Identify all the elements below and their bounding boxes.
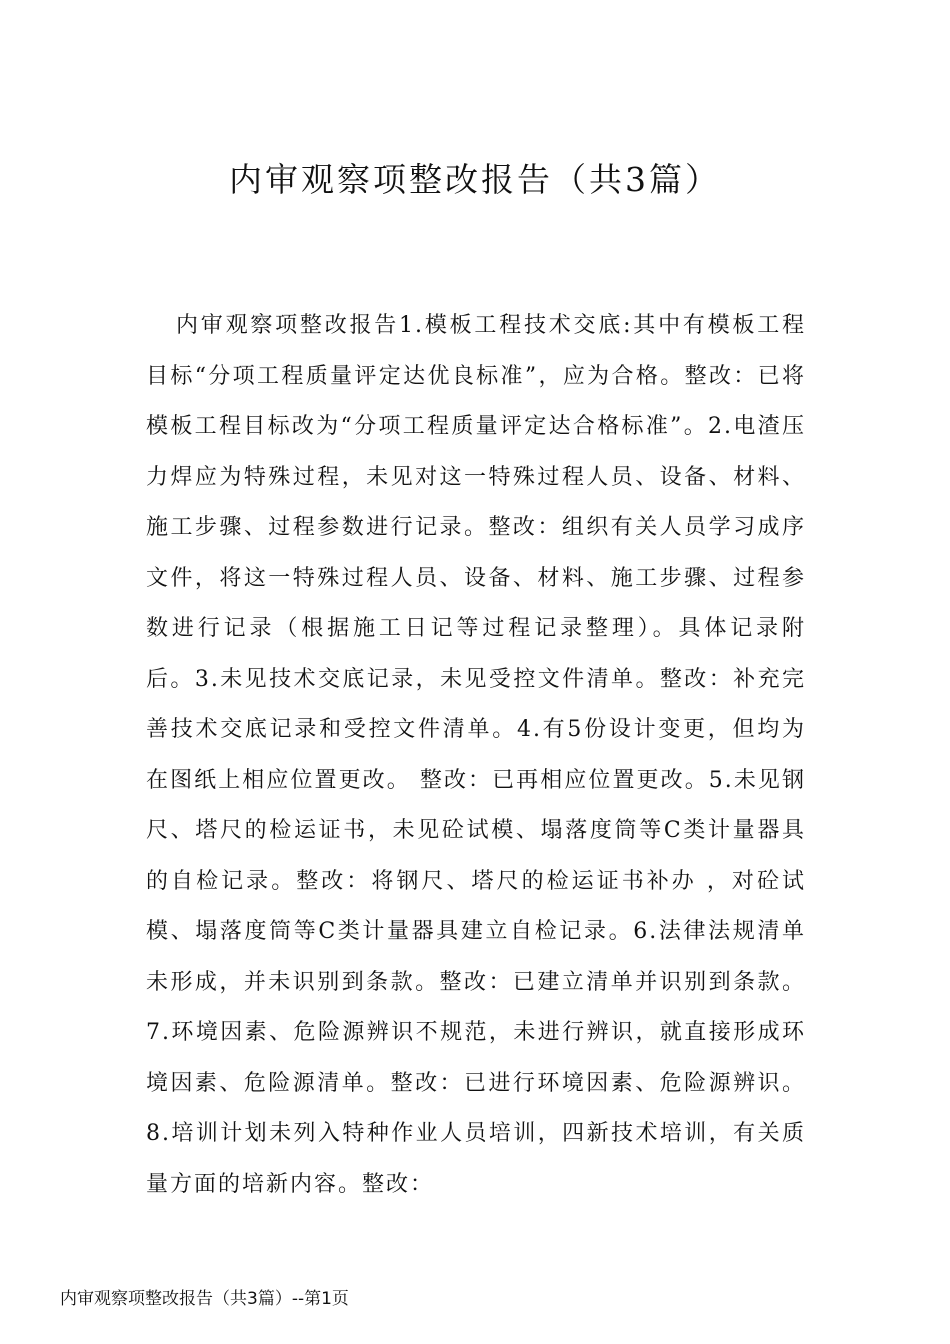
page-footer: 内审观察项整改报告（共3篇）--第1页 (60, 1289, 349, 1309)
document-body-paragraph: 内审观察项整改报告1.模板工程技术交底:其中有模板工程目标“分项工程质量评定达优良标准”，应为合格。整改：已将模板工程目标改为“分项工程质量评定达合格标准”。2.电渣压力焊应为特殊过程，未见对这一特殊过程人员、设备、材料、施工步骤、过程参数进行记录。整改：组织有关人员学习成序文件，将这一特殊过程人员、设备、材料、施工步骤、过程参数进行记录（根据施工日记等过程记录整理）。具体记录附后。3.未见技术交底记录，未见受控文件清单。整改：补充完善技术交底记录和受控文件清单。4.有5份设计变更，但均为在图纸上相应位置更改。 整改：已再相应位置更改。5.未见钢尺、塔尺的检运证书，未见砼试模、塌落度筒等C类计量器具的自检记录。整改：将钢尺、塔尺的检运证书补办 ，对砼试模、塌落度筒等C类计量器具建立自检记录。6.法律法规清单未形成，并未识别到条款。整改：已建立清单并识别到条款。7.环境因素、危险源辨识不规范，未进行辨识，就直接形成环境因素、危险源清单。整改：已进行环境因素、危险源辨识。8.培训计划未列入特种作业人员培训，四新技术培训，有关质量方面的培新内容。整改： (146, 313, 806, 1197)
document-title: 内审观察项整改报告（共3篇） (229, 160, 721, 199)
